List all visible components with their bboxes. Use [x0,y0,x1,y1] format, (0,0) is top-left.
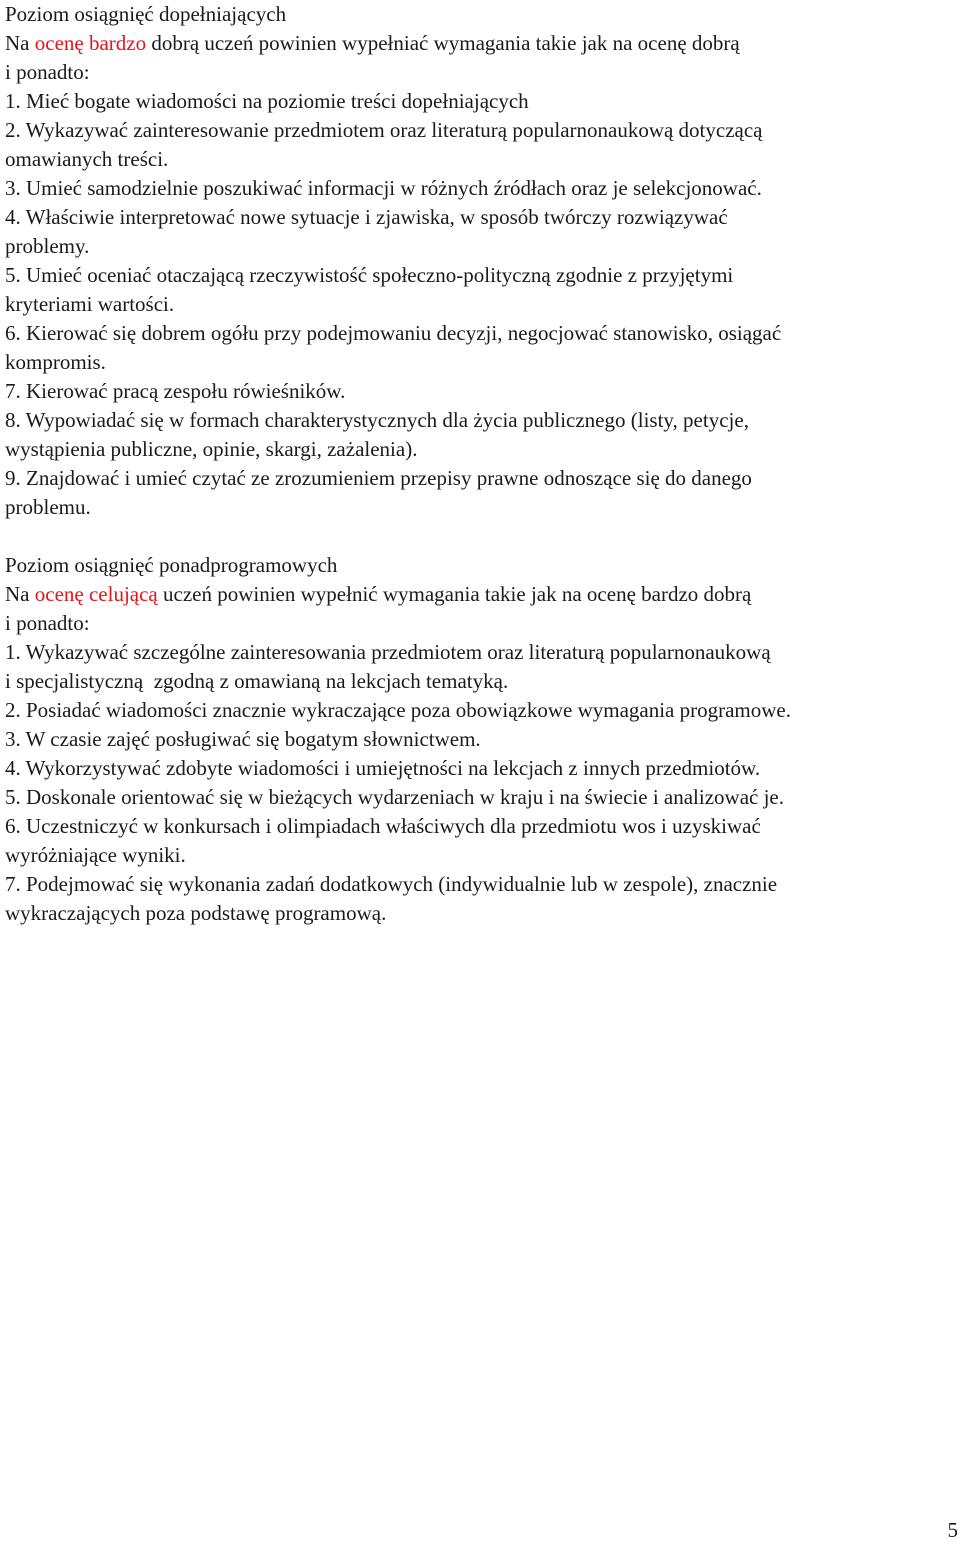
list-item-line: 6. Kierować się dobrem ogółu przy podejmowaniu decyzji, negocjować stanowisko, osiągać [5,321,782,345]
list-item-line: kryteriami wartości. [5,292,175,316]
list-item-line: 9. Znajdować i umieć czytać ze zrozumieniem przepisy prawne odnoszące się do danego [5,466,752,490]
list-item-line: 4. Właściwie interpretować nowe sytuacje i zjawiska, w sposób twórczy rozwiązywać [5,205,728,229]
list-item [5,87,955,116]
list-item-line: 1. Wykazywać szczególne zainteresowania przedmiotem oraz literaturą popularnonaukową [5,640,771,664]
list-item [5,638,955,696]
grade-highlight: ocenę celującą [34,582,158,606]
list-item-line: problemu. [5,495,91,519]
list-item-line: 3. W czasie zajęć posługiwać się bogatym słownictwem. [5,727,481,751]
list-item-line: kompromis. [5,350,106,374]
list-item [5,464,955,522]
requirements-list [5,87,955,522]
list-item [5,783,955,812]
list-item-line: 6. Uczestniczyć w konkursach i olimpiadach właściwych dla przedmiotu wos i uzyskiwać [5,814,761,838]
intro-text-start: Na [5,582,35,606]
list-item [5,870,955,928]
intro-text-end: uczeń powinien wypełnić wymagania takie jak na ocenę bardzo dobrą [157,582,752,606]
list-item [5,696,955,725]
list-item [5,174,955,203]
list-item [5,377,955,406]
intro-text-end: dobrą uczeń powinien wypełniać wymagania takie jak na ocenę dobrą [146,31,740,55]
section-extracurricular [5,551,955,928]
list-item-line: problemy. [5,234,90,258]
list-item [5,261,955,319]
list-item-line: wykraczających poza podstawę programową. [5,901,387,925]
intro-continuation: i ponadto: [5,611,90,635]
list-item-line: 4. Wykorzystywać zdobyte wiadomości i umiejętności na lekcjach z innych przedmiotów. [5,756,761,780]
list-item-line: 2. Wykazywać zainteresowanie przedmiotem oraz literaturą popularnonaukową dotyczącą [5,118,763,142]
list-item [5,754,955,783]
section-intro [5,580,955,638]
list-item-line: 7. Podejmować się wykonania zadań dodatkowych (indywidualnie lub w zespole), znacznie [5,872,778,896]
list-item-line: wystąpienia publiczne, opinie, skargi, zażalenia). [5,437,418,461]
list-item-line: 1. Mieć bogate wiadomości na poziomie treści dopełniających [5,89,529,113]
list-item [5,319,955,377]
section-heading: Poziom osiągnięć dopełniających [5,2,287,26]
list-item-line: i specjalistyczną zgodną z omawianą na lekcjach tematyką. [5,669,509,693]
grade-highlight: ocenę bardzo [34,31,147,55]
section-intro [5,29,955,87]
list-item [5,203,955,261]
list-item-line: 8. Wypowiadać się w formach charakterystycznych dla życia publicznego (listy, petycje, [5,408,749,432]
section-supplementary [5,0,955,522]
requirements-list [5,638,955,928]
section-spacer [5,522,955,551]
list-item-line: 5. Umieć oceniać otaczającą rzeczywistość społeczno-polityczną zgodnie z przyjętymi [5,263,734,287]
list-item-line: wyróżniające wyniki. [5,843,186,867]
list-item-line: 7. Kierować pracą zespołu rówieśników. [5,379,346,403]
list-item-line: 2. Posiadać wiadomości znacznie wykraczające poza obowiązkowe wymagania programowe. [5,698,792,722]
list-item [5,812,955,870]
section-heading: Poziom osiągnięć ponadprogramowych [5,553,338,577]
list-item-line: 3. Umieć samodzielnie poszukiwać informacji w różnych źródłach oraz je selekcjonować. [5,176,762,200]
page-number: 5 [947,1518,958,1542]
list-item-line: 5. Doskonale orientować się w bieżących wydarzeniach w kraju i na świecie i analizować je. [5,785,784,809]
intro-continuation: i ponadto: [5,60,90,84]
list-item [5,116,955,174]
intro-text-start: Na [5,31,35,55]
document-page [5,0,955,928]
list-item [5,725,955,754]
list-item-line: omawianych treści. [5,147,169,171]
list-item [5,406,955,464]
